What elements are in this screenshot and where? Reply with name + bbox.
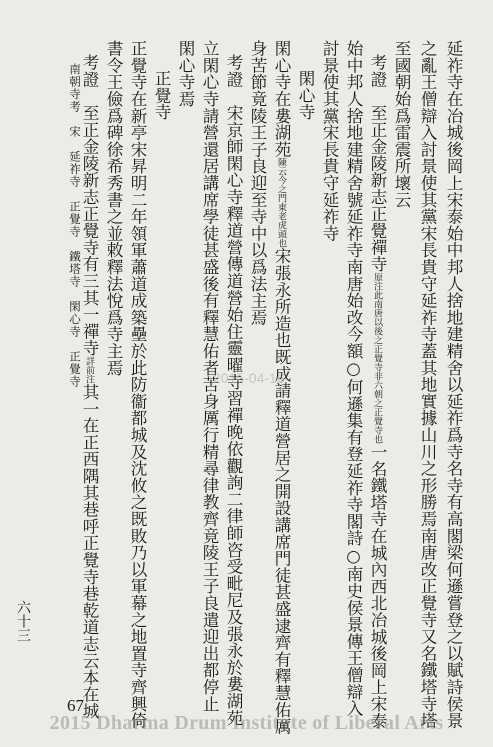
watermark: 2015 Dharma Drum Institute of Liberal Arts — [49, 712, 444, 734]
text-run: 立閑心寺請營還居講席學徒甚盛後有釋慧佑者苦身厲行精尋律教齊竟陵王子良遣迎出都停止 — [200, 40, 219, 712]
text-column-7 — [295, 70, 313, 120]
text-column-10 — [223, 54, 241, 726]
text-run: 閑心寺焉 — [176, 40, 195, 108]
text-run: 正覺寺在新亭宋昇明二年領軍蕭道成築壘於此防衞都城及沈攸之既敗乃以軍幕之地置寺齊興倚 — [128, 40, 147, 729]
text-column-4 — [367, 54, 385, 729]
text-column-15 — [103, 40, 121, 376]
text-run: 考證 至正金陵新志正覺寺有三其一禪寺 — [80, 54, 99, 357]
text-run: 至國朝始爲雷震所壞云 — [392, 40, 411, 208]
text-run: 閑心寺 — [296, 70, 315, 121]
text-run: 考證 宋京師閑心寺釋道營傳道營始住靈曜寺習禪晚依觀詢二律師咨受毗尼及張永於婁湖苑 — [224, 54, 243, 726]
annotation-note: 詳前注 — [84, 356, 94, 384]
text-run: 閑心寺在婁湖苑 — [272, 40, 291, 158]
text-column-5 — [343, 40, 361, 717]
date-stamp: 2015-04-16 — [213, 370, 285, 386]
text-column-18 — [12, 600, 30, 642]
text-column-13 — [151, 70, 169, 120]
text-run: 延祚寺在冶城後岡上宋泰始中邦人捨地建精舍以延祚爲寺名寺有高閣梁何遜嘗登之以賦詩侯景 — [444, 40, 463, 729]
text-run: 正覺寺 — [152, 70, 171, 121]
text-column-3 — [391, 40, 409, 208]
text-run: 六十三 — [15, 600, 31, 642]
text-run: 書令王儉爲碑徐希秀書之並敕釋法悅爲寺主焉 — [104, 40, 123, 376]
text-column-17 — [66, 63, 80, 388]
text-column-9 — [247, 40, 265, 326]
text-run: 討景使其黨宋長貴守延祚寺 — [320, 40, 339, 242]
text-run: 其一在正西隅其巷呼正覺寺巷乾道志云本在城 — [80, 383, 99, 720]
text-run: 宋張永所造也既成請釋道營居之開設講席門徒甚盛逮齊有釋慧佑厲 — [272, 247, 291, 735]
text-run: 考證 至正金陵新志正覺禪寺 — [368, 54, 387, 273]
text-column-2 — [417, 40, 435, 729]
text-run: 身苦節竟陵王子良迎至寺中以爲法主焉 — [248, 40, 267, 326]
text-run: 一名鐵塔寺在城內西北冶城後岡上宋泰 — [368, 443, 387, 730]
text-column-1 — [443, 40, 461, 729]
text-column-14 — [127, 40, 145, 729]
text-column-6 — [319, 40, 337, 242]
text-run: 始中邦人捨地建精舍號延祚寺南唐始改今額○何遜集有登延祚寺閣詩○南史侯景傳王僧辯入 — [344, 40, 363, 717]
text-column-8 — [271, 40, 289, 735]
page-number: 67 — [67, 696, 84, 715]
annotation-note: 原注此南唐以後之正覺寺非六朝之正覺寺也 — [372, 272, 382, 444]
text-run: 南朝寺考 宋 延祚寺 正覺寺 鐵塔寺 閑心寺 正覺寺 — [68, 63, 82, 388]
annotation-note: 陳云今之門東老虎頭也 — [276, 157, 286, 248]
text-run: 之亂王僧辯入討景使其黨宋長貴守延祚寺蓋其地實據山川之形勝焉南唐改正覺寺又名鐵塔寺塔 — [418, 40, 437, 729]
text-column-12 — [175, 40, 193, 107]
